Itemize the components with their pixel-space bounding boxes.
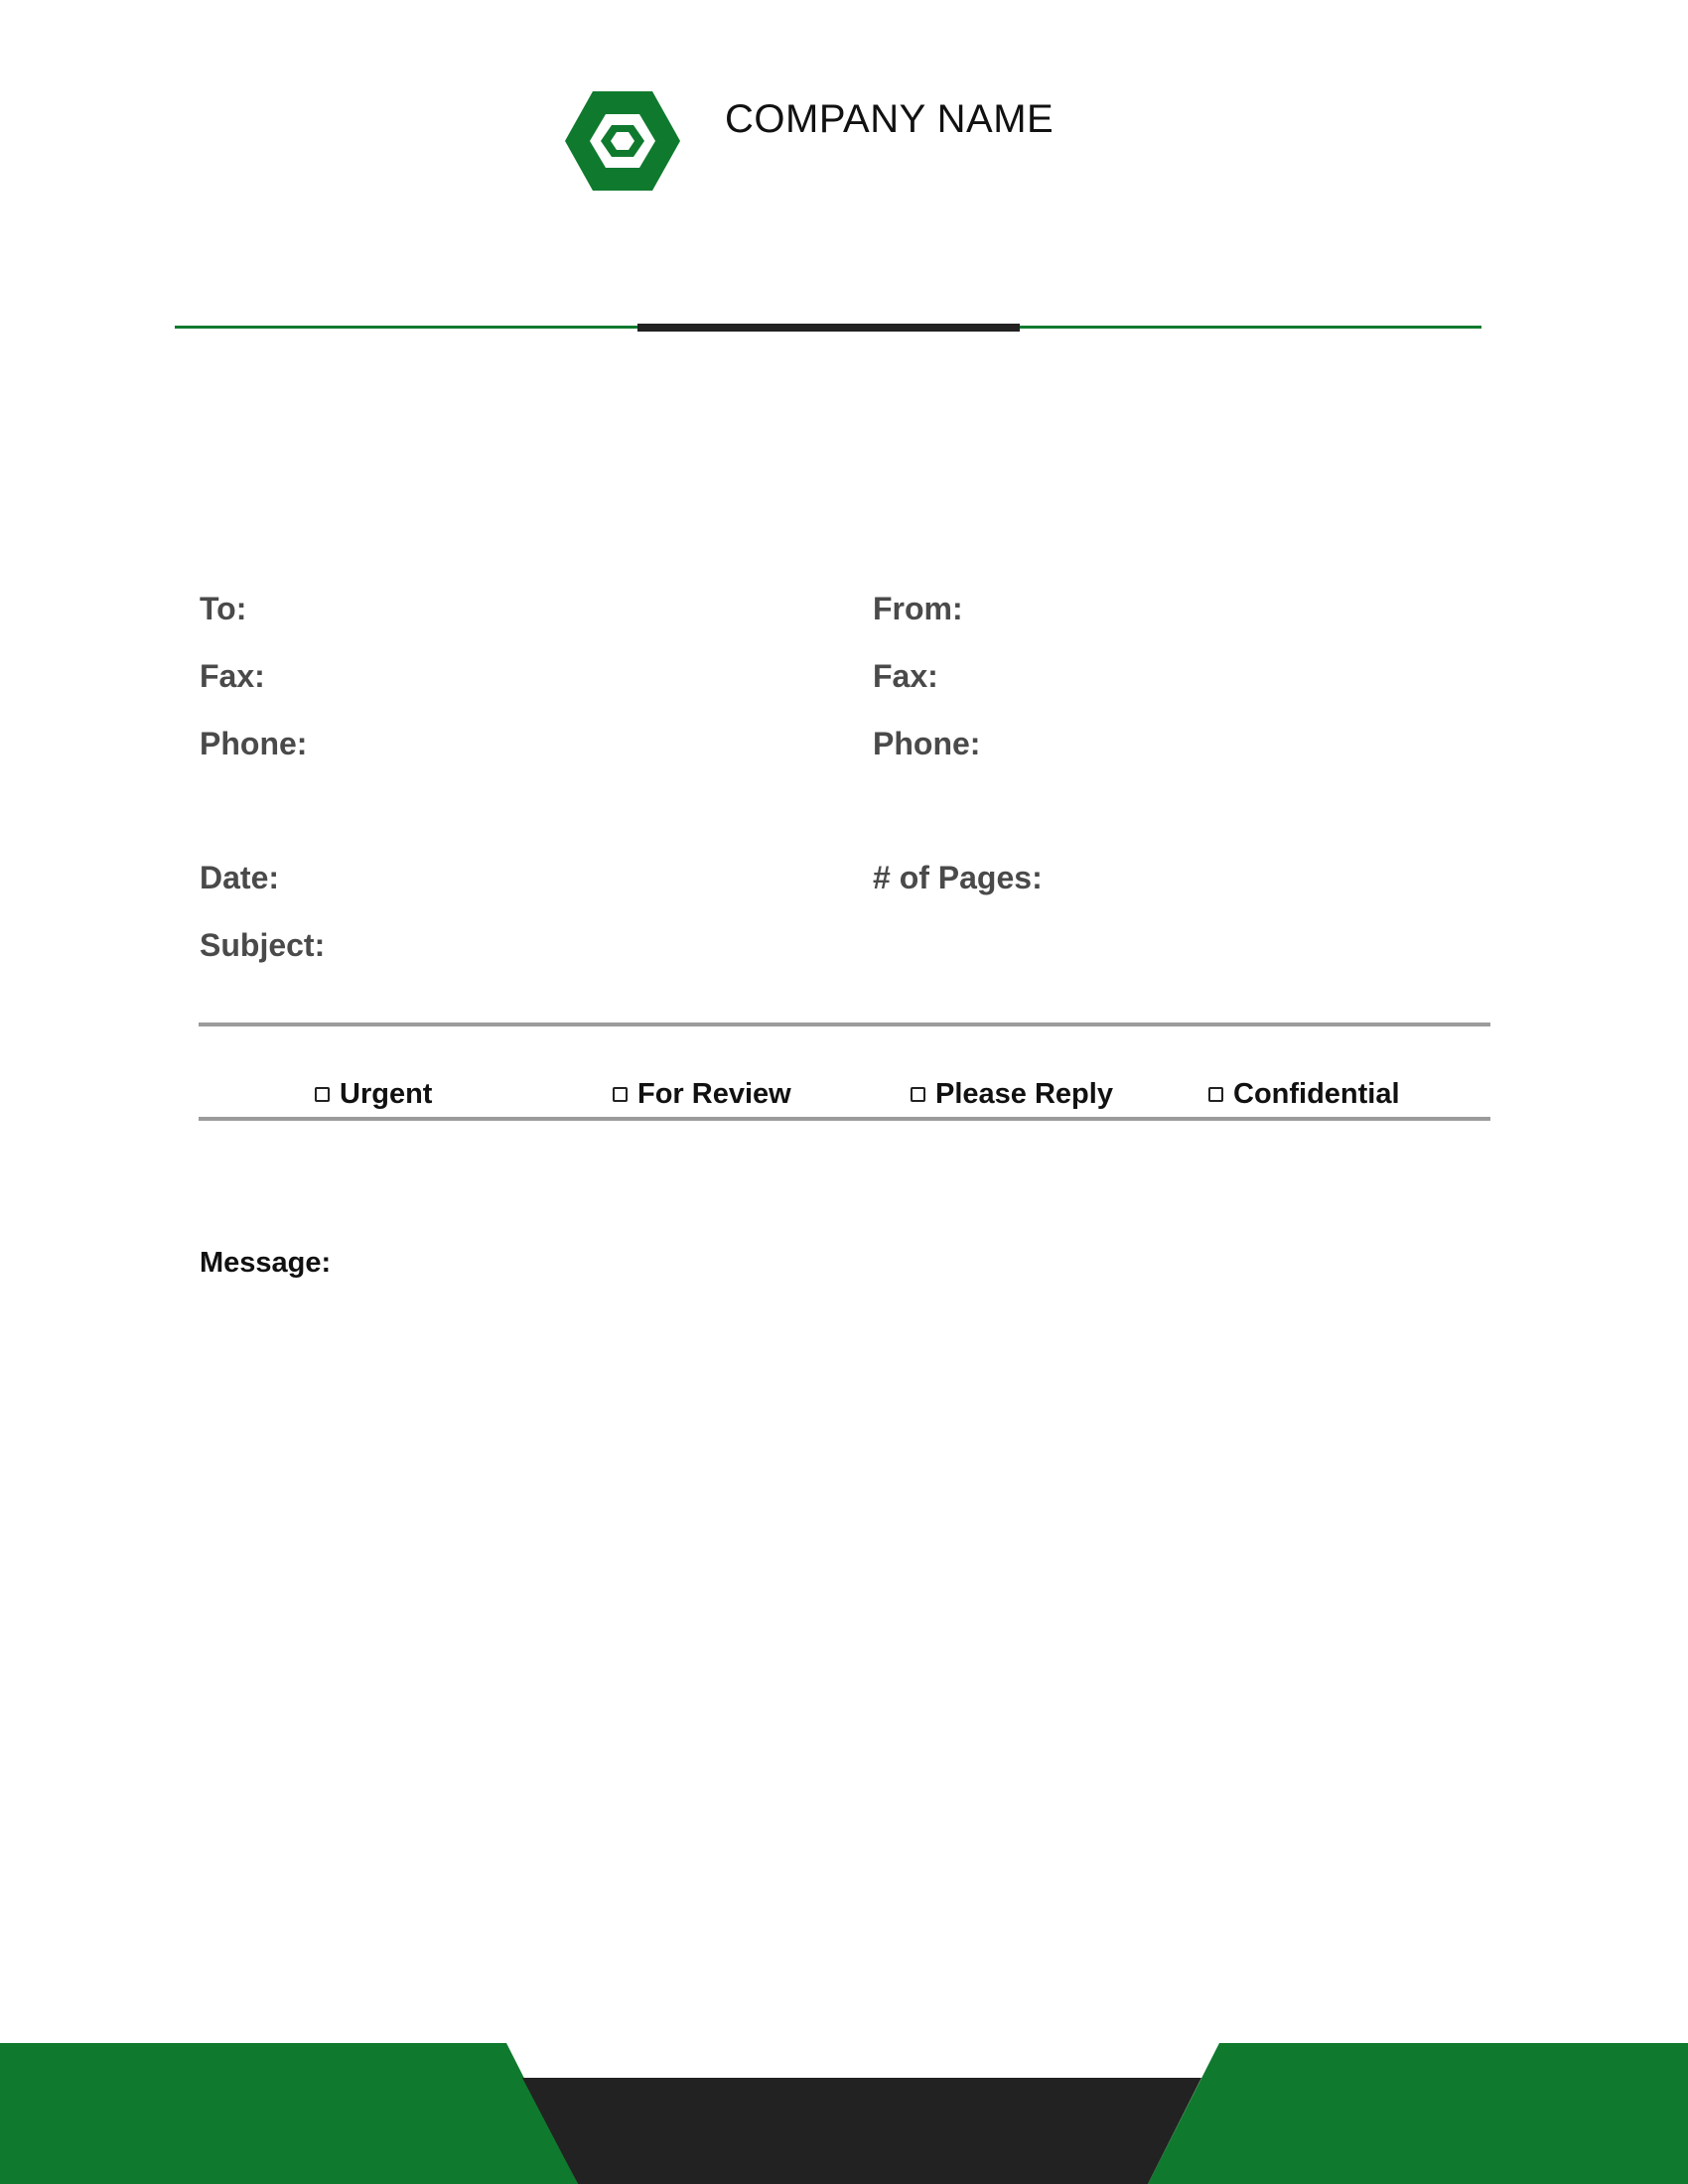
fax-right-label: Fax: xyxy=(873,658,938,694)
for-review-label: For Review xyxy=(637,1078,791,1110)
pages-label: # of Pages: xyxy=(873,860,1043,895)
from-label: From: xyxy=(873,591,963,626)
company-name: COMPANY NAME xyxy=(725,97,1055,141)
phone-left-label: Phone: xyxy=(200,726,308,761)
options-top-rule xyxy=(199,1023,1490,1026)
option-please-reply[interactable] xyxy=(911,1078,1113,1111)
date-label: Date: xyxy=(200,860,280,895)
options-bottom-rule xyxy=(199,1117,1490,1121)
footer-band xyxy=(0,2043,1688,2184)
fax-left-label: Fax: xyxy=(200,658,265,694)
urgent-checkbox[interactable] xyxy=(315,1087,330,1102)
for-review-checkbox[interactable] xyxy=(613,1087,628,1102)
please-reply-label: Please Reply xyxy=(935,1078,1113,1110)
hexagon-logo-icon xyxy=(562,87,683,195)
phone-right-label: Phone: xyxy=(873,726,981,761)
option-confidential[interactable] xyxy=(1208,1078,1400,1111)
please-reply-checkbox[interactable] xyxy=(911,1087,925,1102)
urgent-label: Urgent xyxy=(340,1078,433,1110)
option-for-review[interactable] xyxy=(613,1078,791,1111)
subject-label: Subject: xyxy=(200,927,326,963)
confidential-checkbox[interactable] xyxy=(1208,1087,1223,1102)
message-label: Message: xyxy=(200,1247,332,1279)
confidential-label: Confidential xyxy=(1233,1078,1400,1110)
header-divider-accent xyxy=(637,324,1020,332)
to-label: To: xyxy=(200,591,247,626)
option-urgent[interactable] xyxy=(315,1078,432,1111)
